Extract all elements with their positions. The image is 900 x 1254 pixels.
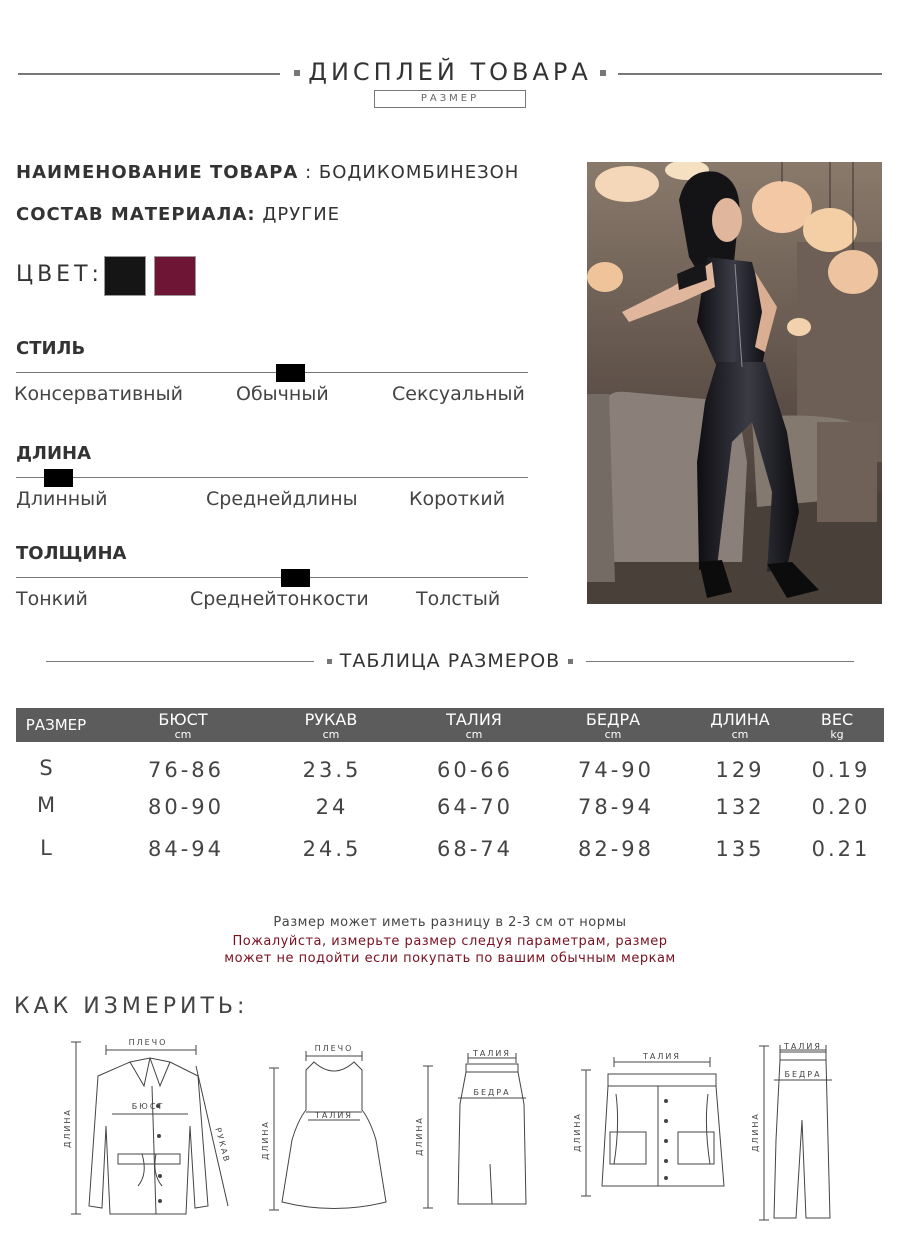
skirt-measure-diagram (412, 1044, 537, 1218)
thickness-label: ТОЛЩИНА (16, 543, 127, 564)
cell-size: S (39, 756, 53, 780)
note-measure-warning-1: Пожалуйста, измерьте размер следуя параметрам, размер (232, 934, 668, 949)
cell-length: 132 (715, 795, 765, 819)
length-marker (44, 469, 73, 487)
label-shoulder: ПЛЕЧО (128, 1038, 168, 1047)
label-shoulder: ПЛЕЧО (314, 1044, 354, 1053)
pants-diagram-svg (748, 1040, 848, 1225)
label-sleeve: РУКАВ (213, 1126, 232, 1165)
how-to-measure-title: КАК ИЗМЕРИТЬ: (14, 994, 249, 1019)
label-hips: БЕДРА (473, 1088, 511, 1097)
shorts-measure-diagram (570, 1046, 740, 1210)
label-waist: ТАЛИЯ (473, 1049, 511, 1058)
cell-sleeve: 24 (315, 795, 349, 819)
product-material: СОСТАВ МАТЕРИАЛА: ДРУГИЕ (16, 204, 341, 225)
jacket-diagram-svg (60, 1036, 235, 1221)
label-waist: ТАЛИЯ (784, 1042, 822, 1051)
label-waist: ТАЛИЯ (315, 1111, 353, 1120)
cell-size: L (40, 836, 52, 860)
label-length: ДЛИНА (63, 1108, 72, 1148)
cell-length: 135 (715, 837, 765, 861)
color-swatch-black[interactable] (104, 256, 146, 296)
length-option-long: Длинный (16, 488, 108, 510)
dress-measure-diagram (258, 1040, 393, 1219)
size-table-header (16, 708, 884, 742)
pants-measure-diagram (748, 1040, 848, 1229)
cell-waist: 60-66 (436, 758, 514, 782)
cell-bust: 80-90 (147, 795, 225, 819)
cell-sleeve: 24.5 (302, 837, 362, 861)
cell-length: 129 (715, 758, 765, 782)
style-option-conservative: Консервативный (14, 383, 183, 405)
style-scale-line (16, 372, 528, 373)
color-swatch-wine[interactable] (154, 256, 196, 296)
header-hips: БЕДРА cm (585, 710, 641, 741)
color-label: ЦВЕТ: (16, 262, 103, 287)
cell-waist: 64-70 (436, 795, 514, 819)
cell-weight: 0.21 (811, 837, 871, 861)
cell-size: M (36, 793, 56, 817)
length-option-medium: Среднейдлины (206, 488, 358, 510)
thickness-marker (281, 569, 310, 587)
product-photo (587, 162, 882, 604)
header-subtitle: РАЗМЕР (374, 90, 526, 108)
cell-bust: 76-86 (147, 758, 225, 782)
label-length: ДЛИНА (261, 1120, 270, 1160)
note-size-difference: Размер может иметь разницу в 2-3 см от нормы (273, 915, 627, 930)
skirt-diagram-svg (412, 1044, 537, 1214)
size-table-title: ТАБЛИЦА РАЗМЕРОВ (0, 650, 900, 672)
style-option-regular: Обычный (236, 383, 329, 405)
model-photo-illustration (587, 162, 882, 604)
bullet-icon (294, 70, 300, 76)
label-length: ДЛИНА (751, 1112, 760, 1152)
dress-diagram-svg (258, 1040, 393, 1215)
thickness-option-thin: Тонкий (16, 588, 88, 610)
cell-bust: 84-94 (147, 837, 225, 861)
product-name: НАИМЕНОВАНИЕ ТОВАРА : БОДИКОМБИНЕЗОН (16, 162, 520, 183)
header-bust: БЮСТ cm (158, 710, 208, 741)
header-sleeve: РУКАВ cm (304, 710, 358, 741)
length-scale-line (16, 477, 528, 478)
length-label: ДЛИНА (16, 443, 92, 464)
style-marker (276, 364, 305, 382)
label-length: ДЛИНА (415, 1116, 424, 1156)
style-label: СТИЛЬ (16, 338, 86, 359)
bullet-icon (568, 659, 573, 664)
label-hips: БЕДРА (784, 1070, 822, 1079)
shorts-diagram-svg (570, 1046, 740, 1206)
header-size: РАЗМЕР (25, 716, 87, 734)
thickness-option-medium: Среднейтонкости (190, 588, 369, 610)
thickness-option-thick: Толстый (416, 588, 501, 610)
style-option-sexy: Сексуальный (392, 383, 525, 405)
thickness-scale-line (16, 577, 528, 578)
cell-hips: 82-98 (577, 837, 655, 861)
label-length: ДЛИНА (573, 1112, 582, 1152)
header-weight: ВЕС kg (820, 710, 854, 741)
cell-weight: 0.19 (811, 758, 871, 782)
cell-sleeve: 23.5 (302, 758, 362, 782)
header-length: ДЛИНА cm (710, 710, 770, 741)
label-waist: ТАЛИЯ (643, 1052, 681, 1061)
header-title: ДИСПЛЕЙ ТОВАРА (0, 58, 900, 86)
bullet-icon (600, 70, 606, 76)
cell-waist: 68-74 (436, 837, 514, 861)
length-option-short: Короткий (409, 488, 506, 510)
header-waist: ТАЛИЯ cm (446, 710, 502, 741)
bullet-icon (327, 659, 332, 664)
jacket-measure-diagram (60, 1036, 235, 1225)
cell-hips: 78-94 (577, 795, 655, 819)
cell-weight: 0.20 (811, 795, 871, 819)
cell-hips: 74-90 (577, 758, 655, 782)
note-measure-warning-2: может не подойти если покупать по вашим обычным меркам (224, 951, 676, 966)
label-bust: БЮСТ (131, 1102, 165, 1111)
